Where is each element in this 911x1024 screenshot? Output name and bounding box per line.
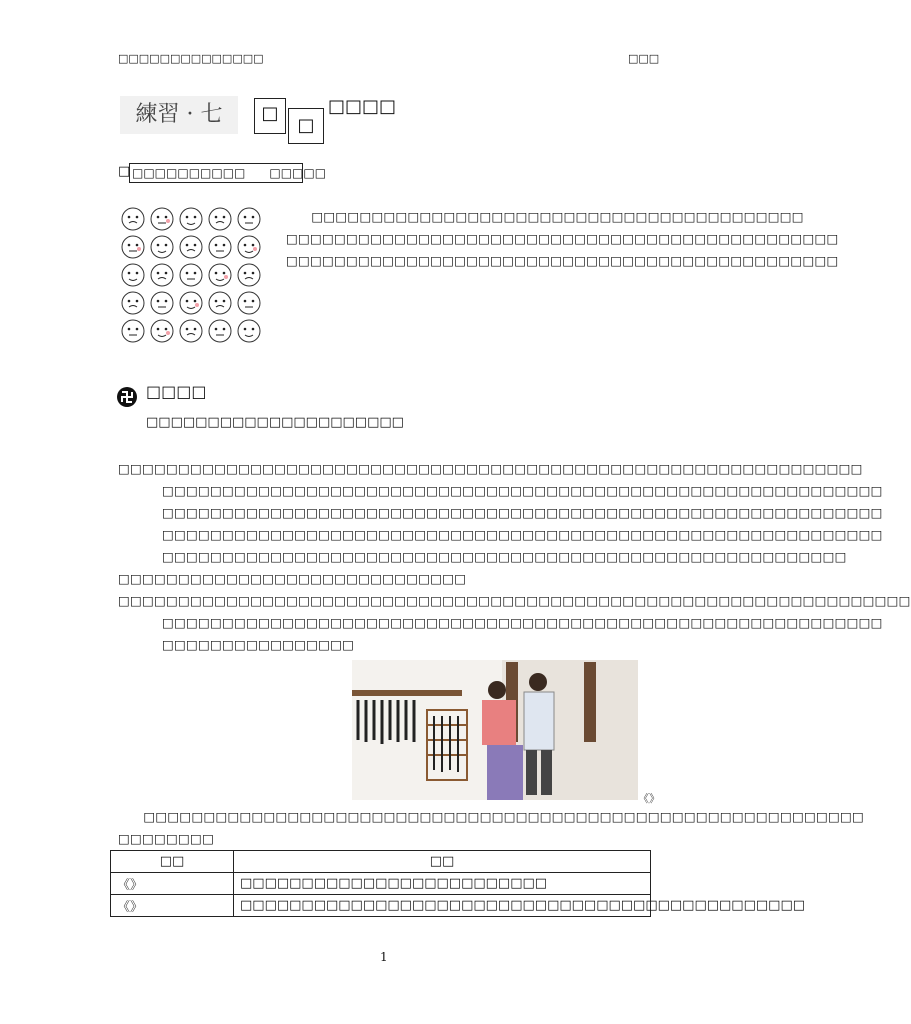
section1-bullet: □ [118,164,131,179]
face-icon [180,292,202,314]
passage-line: □□□□□□□□□□□□□□□□□□□□□□□□□□□□□□□□□□□□□□□□□□□□□□□□□□□□□□□□□ [162,549,847,564]
face-icon [122,320,144,342]
face-icon [238,320,260,342]
passage-line: □□□□□□□□□□□□□□□□□□□□□□□□□□□□□□□□□□□□□□□□□□□□□□□□□□□□□□□□□□□□ [162,505,883,520]
face-icon [238,208,260,230]
question-line: □□□□□□□□ [118,831,215,846]
intro-line: □□□□□□□□□□□□□□□□□□□□□□□□□□□□□□□□□□□□□□□□□□□□□□ [286,253,839,268]
page-number: 1 [380,950,388,964]
table-cell: □□□□□□□□□□□□□□□□□□□□□□□□□□□□□□□□□□□□□□□□□□□□□□ [234,895,651,917]
running-header-right: □□□ [628,52,660,65]
faces-illustration [118,205,268,345]
intro-line: □□□□□□□□□□□□□□□□□□□□□□□□□□□□□□□□□□□□□□□□□ [286,209,804,224]
face-icon [151,264,173,286]
table-cell: 《》 [111,873,234,895]
face-icon [209,320,231,342]
face-icon [209,208,231,230]
passage-line: □□□□□□□□□□□□□□□□□□□□□□□□□□□□□ [118,571,467,586]
passage-paragraph-1 [118,458,911,656]
table-header-row [111,851,651,873]
table-cell: □□□□□□□□□□□□□□□□□□□□□□□□□ [234,873,651,895]
passage-line: □□□□□□□□□□□□□□□□□□□□□□□□□□□□□□□□□□□□□□□□□□□□□□□□□□□□□□□□□□□□ [162,483,883,498]
passage-line: □□□□□□□□□□□□□□□□□□□□□□□□□□□□□□□□□□□□□□□□□□□□□□□□□□□□□□□□□□□□ [162,527,883,542]
table-header-cell: □□ [234,851,651,873]
table-row [111,873,651,895]
table-row [111,895,651,917]
face-icon [180,236,202,258]
answer-table [110,850,806,917]
face-icon [238,292,260,314]
umbrella-shop-illustration [352,660,638,800]
intro-line: □□□□□□□□□□□□□□□□□□□□□□□□□□□□□□□□□□□□□□□□□□□□□□ [286,231,839,246]
face-icon [151,208,173,230]
face-icon [209,264,231,286]
question-line: □□□□□□□□□□□□□□□□□□□□□□□□□□□□□□□□□□□□□□□□□□□□□□□□□□□□□□□□□□□□ [118,809,865,824]
face-icon [238,236,260,258]
face-icon [180,320,202,342]
face-icon [238,264,260,286]
section1-boxed-heading: □□□□□□□□□□ □□□□□ [129,163,303,183]
image-caption: 《》 [638,792,660,805]
face-icon [209,292,231,314]
face-icon [122,292,144,314]
face-icon [122,264,144,286]
passage-line: □□□□□□□□□□□□□□□□□□□□□□□□□□□□□□□□□□□□□□□□□□□□□□□□□□□□□□□□□□□□ [162,615,883,630]
face-icon [151,292,173,314]
passage-line: □□□□□□□□□□□□□□□□□□□□□□□□□□□□□□□□□□□□□□□□□□□□□□□□□□□□□□□□□□□□□□□□□□ [118,593,911,608]
table-header-cell: □□ [111,851,234,873]
face-icon [122,208,144,230]
face-icon [180,208,202,230]
passage-line: □□□□□□□□□□□□□□□□ [162,637,355,652]
face-icon [180,264,202,286]
intro-paragraph [286,206,839,272]
section2-subheading: □□□□□□□□□□□□□□□□□□□□□ [146,415,404,430]
table-cell: 《》 [111,895,234,917]
face-icon [209,236,231,258]
practice-badge: 練習 · 七 [120,96,238,134]
title-box-1: □ [254,98,286,134]
passage-line: □□□□□□□□□□□□□□□□□□□□□□□□□□□□□□□□□□□□□□□□□□□□□□□□□□□□□□□□□□□□□□ [118,461,863,476]
swastika-bullet-icon [116,386,138,408]
face-icon [122,236,144,258]
question-text [118,806,865,850]
running-header-left: □□□□□□□□□□□□□□ [118,52,264,65]
title-box-2: □ [288,108,324,144]
section2-heading: □□□□ [146,382,207,401]
face-icon [151,320,173,342]
face-icon [151,236,173,258]
title-suffix: □□□□ [328,96,397,117]
